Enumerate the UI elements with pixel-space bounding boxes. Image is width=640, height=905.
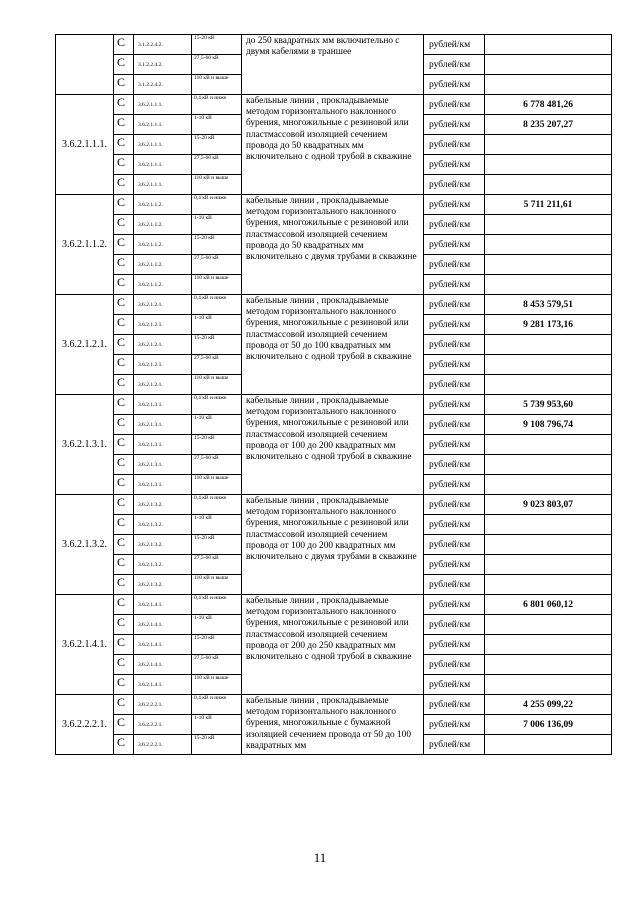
- table-row: [56, 695, 612, 715]
- voltage-class: 15-20 кВ: [192, 35, 242, 55]
- price-value: 4 255 099,22: [485, 695, 612, 715]
- price-value: [485, 455, 612, 475]
- unit-label: рублей/км: [424, 175, 485, 195]
- unit-label: рублей/км: [424, 235, 485, 255]
- item-description: кабельные линии , прокладываемые методом горизонтального наклонного бурения, многожильные с резиновой или пластмассовой изоляцией сечением провода от 50 до 100 квадратных мм включительно с одной трубой в скважине: [242, 295, 424, 395]
- sub-code: 3.6.2.1.4.1.: [134, 675, 192, 695]
- tariff-table-body: [56, 35, 612, 755]
- unit-label: рублей/км: [424, 575, 485, 595]
- item-description: до 250 квадратных мм включительно с двумя кабелями в траншее: [242, 35, 424, 95]
- price-value: 5 739 953,60: [485, 395, 612, 415]
- table-row: [56, 595, 612, 615]
- voltage-class: 15-20 кВ: [192, 435, 242, 455]
- unit-label: рублей/км: [424, 115, 485, 135]
- voltage-class: 110 кВ и выше: [192, 675, 242, 695]
- price-value: [485, 355, 612, 375]
- price-value: [485, 555, 612, 575]
- item-code: 3.6.2.1.2.1.: [56, 295, 114, 395]
- item-description: кабельные линии , прокладываемые методом горизонтального наклонного бурения, многожильные с резиновой или пластмассовой изоляцией сечением провода от 100 до 200 квадратных мм включительно с одной трубой в скважине: [242, 395, 424, 495]
- price-value: 9 108 796,74: [485, 415, 612, 435]
- voltage-class: 1-10 кВ: [192, 615, 242, 635]
- item-description: кабельные линии , прокладываемые методом горизонтального наклонного бурения, многожильные с резиновой или пластмассовой изоляцией сечением провода до 50 квадратных мм включительно с двумя трубами в скважине: [242, 195, 424, 295]
- price-value: [485, 175, 612, 195]
- category-letter: С: [114, 55, 134, 75]
- item-code: [56, 35, 114, 95]
- unit-label: рублей/км: [424, 675, 485, 695]
- sub-code: 3.6.2.1.3.2.: [134, 495, 192, 515]
- voltage-class: 15-20 кВ: [192, 635, 242, 655]
- voltage-class: 27,5-60 кВ: [192, 255, 242, 275]
- price-value: 8 235 207,27: [485, 115, 612, 135]
- voltage-class: 0,4 кВ и ниже: [192, 95, 242, 115]
- sub-code: 3.6.2.1.4.1.: [134, 615, 192, 635]
- unit-label: рублей/км: [424, 275, 485, 295]
- unit-label: рублей/км: [424, 595, 485, 615]
- voltage-class: 110 кВ и выше: [192, 575, 242, 595]
- voltage-class: 27,5-60 кВ: [192, 355, 242, 375]
- price-value: [485, 335, 612, 355]
- voltage-class: 1-10 кВ: [192, 515, 242, 535]
- table-row: [56, 495, 612, 515]
- unit-label: рублей/км: [424, 95, 485, 115]
- unit-label: рублей/км: [424, 475, 485, 495]
- category-letter: С: [114, 595, 134, 615]
- category-letter: С: [114, 395, 134, 415]
- price-value: [485, 255, 612, 275]
- price-value: [485, 515, 612, 535]
- unit-label: рублей/км: [424, 395, 485, 415]
- voltage-class: 27,5-60 кВ: [192, 555, 242, 575]
- sub-code: 3.6.2.1.2.1.: [134, 315, 192, 335]
- item-code: 3.6.2.1.4.1.: [56, 595, 114, 695]
- table-row: [56, 295, 612, 315]
- sub-code: 3.6.2.2.2.1.: [134, 715, 192, 735]
- unit-label: рублей/км: [424, 335, 485, 355]
- sub-code: 3.6.2.1.3.2.: [134, 535, 192, 555]
- category-letter: С: [114, 95, 134, 115]
- price-value: 6 801 060,12: [485, 595, 612, 615]
- voltage-class: 1-10 кВ: [192, 215, 242, 235]
- category-letter: С: [114, 175, 134, 195]
- voltage-class: 15-20 кВ: [192, 735, 242, 755]
- voltage-class: 110 кВ и выше: [192, 475, 242, 495]
- sub-code: 3.6.2.1.1.2.: [134, 275, 192, 295]
- price-value: [485, 635, 612, 655]
- price-value: [485, 375, 612, 395]
- category-letter: С: [114, 515, 134, 535]
- voltage-class: 0,4 кВ и ниже: [192, 395, 242, 415]
- voltage-class: 1-10 кВ: [192, 715, 242, 735]
- voltage-class: 0,4 кВ и ниже: [192, 195, 242, 215]
- sub-code: 3.6.2.1.1.2.: [134, 255, 192, 275]
- voltage-class: 0,4 кВ и ниже: [192, 595, 242, 615]
- category-letter: С: [114, 355, 134, 375]
- category-letter: С: [114, 675, 134, 695]
- unit-label: рублей/км: [424, 615, 485, 635]
- table-row: [56, 35, 612, 55]
- category-letter: С: [114, 635, 134, 655]
- item-code: 3.6.2.1.3.1.: [56, 395, 114, 495]
- sub-code: 3.6.2.1.3.1.: [134, 475, 192, 495]
- sub-code: 3.1.2.2.4.2.: [134, 75, 192, 95]
- item-description: кабельные линии , прокладываемые методом горизонтального наклонного бурения, многожильные с резиновой или пластмассовой изоляцией сечением провода от 100 до 200 квадратных мм включительно с двумя трубами в скважине: [242, 495, 424, 595]
- sub-code: 3.6.2.1.3.2.: [134, 555, 192, 575]
- category-letter: С: [114, 235, 134, 255]
- unit-label: рублей/км: [424, 555, 485, 575]
- category-letter: С: [114, 715, 134, 735]
- unit-label: рублей/км: [424, 155, 485, 175]
- category-letter: С: [114, 295, 134, 315]
- item-description: кабельные линии , прокладываемые методом горизонтального наклонного бурения, многожильные с резиновой или пластмассовой изоляцией сечением провода до 50 квадратных мм включительно с одной трубой в скважине: [242, 95, 424, 195]
- price-value: [485, 135, 612, 155]
- price-value: [485, 155, 612, 175]
- price-value: [485, 235, 612, 255]
- category-letter: С: [114, 575, 134, 595]
- category-letter: С: [114, 315, 134, 335]
- unit-label: рублей/км: [424, 75, 485, 95]
- voltage-class: 15-20 кВ: [192, 235, 242, 255]
- price-value: [485, 575, 612, 595]
- voltage-class: 27,5-60 кВ: [192, 455, 242, 475]
- price-value: 8 453 579,51: [485, 295, 612, 315]
- voltage-class: 1-10 кВ: [192, 415, 242, 435]
- unit-label: рублей/км: [424, 295, 485, 315]
- unit-label: рублей/км: [424, 435, 485, 455]
- table-row: [56, 395, 612, 415]
- category-letter: С: [114, 415, 134, 435]
- category-letter: С: [114, 555, 134, 575]
- unit-label: рублей/км: [424, 55, 485, 75]
- unit-label: рублей/км: [424, 315, 485, 335]
- voltage-class: 110 кВ и выше: [192, 75, 242, 95]
- unit-label: рублей/км: [424, 735, 485, 755]
- voltage-class: 0,4 кВ и ниже: [192, 695, 242, 715]
- page-number: 11: [313, 850, 327, 865]
- unit-label: рублей/км: [424, 695, 485, 715]
- voltage-class: 110 кВ и выше: [192, 375, 242, 395]
- category-letter: С: [114, 695, 134, 715]
- sub-code: 3.6.2.1.2.1.: [134, 375, 192, 395]
- category-letter: С: [114, 275, 134, 295]
- sub-code: 3.6.2.2.2.1.: [134, 695, 192, 715]
- sub-code: 3.6.2.1.4.1.: [134, 595, 192, 615]
- category-letter: С: [114, 335, 134, 355]
- price-value: [485, 735, 612, 755]
- price-value: 7 006 136,09: [485, 715, 612, 735]
- voltage-class: 27,5-60 кВ: [192, 155, 242, 175]
- price-value: [485, 615, 612, 635]
- price-value: 9 023 803,07: [485, 495, 612, 515]
- item-code: 3.6.2.1.3.2.: [56, 495, 114, 595]
- sub-code: 3.6.2.1.1.2.: [134, 235, 192, 255]
- unit-label: рублей/км: [424, 535, 485, 555]
- sub-code: 3.6.2.1.2.1.: [134, 295, 192, 315]
- price-value: [485, 55, 612, 75]
- category-letter: С: [114, 375, 134, 395]
- unit-label: рублей/км: [424, 635, 485, 655]
- price-value: [485, 215, 612, 235]
- unit-label: рублей/км: [424, 35, 485, 55]
- voltage-class: 110 кВ и выше: [192, 175, 242, 195]
- unit-label: рублей/км: [424, 495, 485, 515]
- unit-label: рублей/км: [424, 135, 485, 155]
- voltage-class: 110 кВ и выше: [192, 275, 242, 295]
- price-value: [485, 275, 612, 295]
- sub-code: 3.6.2.1.4.1.: [134, 635, 192, 655]
- sub-code: 3.6.2.1.2.1.: [134, 355, 192, 375]
- sub-code: 3.6.2.1.2.1.: [134, 335, 192, 355]
- sub-code: 3.6.2.1.1.1.: [134, 135, 192, 155]
- voltage-class: 0,4 кВ и ниже: [192, 495, 242, 515]
- unit-label: рублей/км: [424, 255, 485, 275]
- price-value: 6 778 481,26: [485, 95, 612, 115]
- item-description: кабельные линии , прокладываемые методом горизонтального наклонного бурения, многожильные с бумажной изоляцией сечением провода от 50 до 100 квадратных мм: [242, 695, 424, 755]
- sub-code: 3.6.2.1.3.1.: [134, 415, 192, 435]
- unit-label: рублей/км: [424, 715, 485, 735]
- category-letter: С: [114, 495, 134, 515]
- unit-label: рублей/км: [424, 655, 485, 675]
- price-value: 9 281 173,16: [485, 315, 612, 335]
- category-letter: С: [114, 475, 134, 495]
- unit-label: рублей/км: [424, 515, 485, 535]
- unit-label: рублей/км: [424, 195, 485, 215]
- category-letter: С: [114, 215, 134, 235]
- category-letter: С: [114, 255, 134, 275]
- voltage-class: 0,4 кВ и ниже: [192, 295, 242, 315]
- price-value: [485, 35, 612, 55]
- sub-code: 3.6.2.1.1.1.: [134, 155, 192, 175]
- unit-label: рублей/км: [424, 375, 485, 395]
- sub-code: 3.6.2.1.3.1.: [134, 455, 192, 475]
- unit-label: рублей/км: [424, 415, 485, 435]
- table-row: [56, 195, 612, 215]
- sub-code: 3.6.2.1.3.1.: [134, 435, 192, 455]
- price-value: [485, 75, 612, 95]
- voltage-class: 15-20 кВ: [192, 535, 242, 555]
- voltage-class: 1-10 кВ: [192, 315, 242, 335]
- category-letter: С: [114, 615, 134, 635]
- category-letter: С: [114, 115, 134, 135]
- sub-code: 3.1.2.2.4.2.: [134, 35, 192, 55]
- item-code: 3.6.2.1.1.1.: [56, 95, 114, 195]
- voltage-class: 27,5-60 кВ: [192, 655, 242, 675]
- unit-label: рублей/км: [424, 355, 485, 375]
- item-code: 3.6.2.2.2.1.: [56, 695, 114, 755]
- table-row: [56, 95, 612, 115]
- item-code: 3.6.2.1.1.2.: [56, 195, 114, 295]
- category-letter: С: [114, 75, 134, 95]
- category-letter: С: [114, 535, 134, 555]
- category-letter: С: [114, 735, 134, 755]
- sub-code: 3.6.2.1.1.2.: [134, 195, 192, 215]
- unit-label: рублей/км: [424, 455, 485, 475]
- voltage-class: 15-20 кВ: [192, 135, 242, 155]
- sub-code: 3.6.2.1.3.2.: [134, 575, 192, 595]
- category-letter: С: [114, 195, 134, 215]
- unit-label: рублей/км: [424, 215, 485, 235]
- category-letter: С: [114, 655, 134, 675]
- price-value: [485, 655, 612, 675]
- price-value: [485, 675, 612, 695]
- voltage-class: 15-20 кВ: [192, 335, 242, 355]
- sub-code: 3.6.2.1.1.1.: [134, 115, 192, 135]
- sub-code: 3.6.2.1.3.2.: [134, 515, 192, 535]
- category-letter: С: [114, 135, 134, 155]
- voltage-class: 1-10 кВ: [192, 115, 242, 135]
- category-letter: С: [114, 435, 134, 455]
- sub-code: 3.6.2.1.1.1.: [134, 95, 192, 115]
- sub-code: 3.6.2.1.1.1.: [134, 175, 192, 195]
- category-letter: С: [114, 155, 134, 175]
- category-letter: С: [114, 455, 134, 475]
- sub-code: 3.6.2.1.4.1.: [134, 655, 192, 675]
- category-letter: С: [114, 35, 134, 55]
- price-value: [485, 435, 612, 455]
- sub-code: 3.6.2.2.2.1.: [134, 735, 192, 755]
- price-value: [485, 475, 612, 495]
- tariff-table: [55, 34, 612, 755]
- sub-code: 3.6.2.1.1.2.: [134, 215, 192, 235]
- price-value: 5 711 211,61: [485, 195, 612, 215]
- voltage-class: 27,5-60 кВ: [192, 55, 242, 75]
- item-description: кабельные линии , прокладываемые методом горизонтального наклонного бурения, многожильные с резиновой или пластмассовой изоляцией сечением провода от 200 до 250 квадратных мм включительно с одной трубой в скважине: [242, 595, 424, 695]
- price-value: [485, 535, 612, 555]
- sub-code: 3.1.2.2.4.2.: [134, 55, 192, 75]
- sub-code: 3.6.2.1.3.1.: [134, 395, 192, 415]
